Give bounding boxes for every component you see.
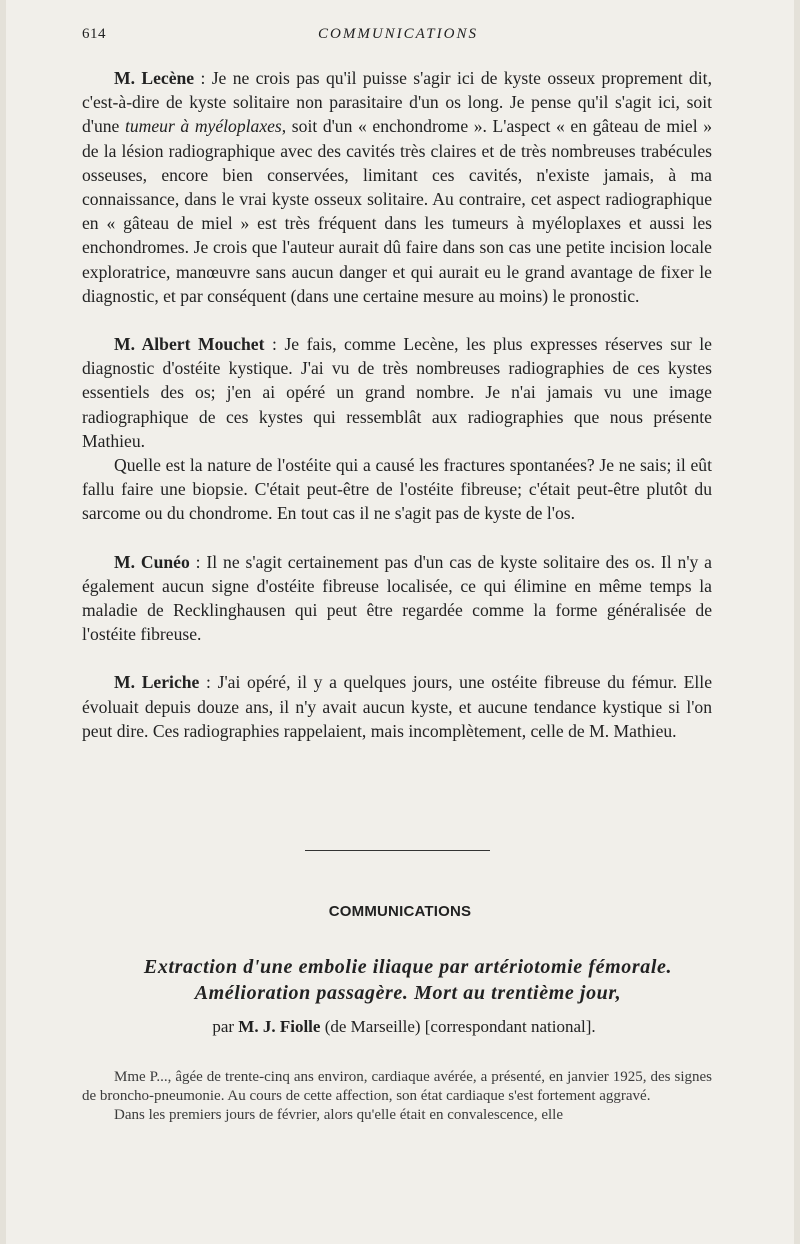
paragraph-lecene — [82, 66, 712, 308]
section-heading: COMMUNICATIONS — [328, 903, 472, 920]
speaker-name: M. Cunéo — [114, 551, 190, 572]
case-paragraph-2: Dans les premiers jours de février, alors qu'elle était en convalescence, elle — [114, 1107, 563, 1123]
paragraph-text: : Je ne crois pas qu'il puisse s'agir ici de kyste osseux proprement dit, c'est-à-dire de kyste solitaire non parasitaire d'un os long. Je pense qu'il s'agit ici, soit d'une — [82, 68, 712, 137]
author-name: M. J. Fiolle — [238, 1017, 321, 1036]
page-edge-right — [794, 0, 800, 1244]
discussion-text — [82, 66, 712, 743]
article-byline — [0, 1017, 800, 1037]
speaker-name: M. Lecène — [114, 68, 195, 88]
paragraph-leriche — [82, 670, 712, 743]
byline-prefix: par — [212, 1017, 239, 1036]
paragraph-mouchet-continued — [82, 453, 712, 526]
paragraph-text: Quelle est la nature de l'ostéite qui a causé les fractures spontanées? Je ne sais; il eût fallu faire une biopsie. C'était peut-être de l'ostéite fibreuse; c'était peut-être plutôt du sarcome ou du chondrome. En tout cas il ne s'agit pas de kyste de l'os. — [82, 455, 712, 524]
page-number: 614 — [82, 26, 106, 42]
paragraph-cuneo — [82, 550, 712, 647]
paragraph-mouchet — [82, 332, 712, 453]
page-header — [82, 26, 714, 50]
speaker-name: M. Leriche — [114, 672, 200, 693]
emphasized-term: tumeur à myéloplaxes — [124, 116, 282, 137]
article-title-line-2: Amélioration passagère. Mort au trentième jour, — [194, 982, 622, 1004]
article-title-line-1: Extraction d'une embolie iliaque par artériotomie fémorale. — [143, 956, 673, 978]
section-divider — [305, 850, 490, 851]
paragraph-text: : Je fais, comme Lecène, les plus expresses réserves sur le diagnostic d'ostéite kystique. J'ai vu de très nombreuses radiographies de ces kystes essentiels des os; j'en ai opéré un grand nombre. Je n'ai jamais vu une image radiographique de ces kystes qui ressemblât aux radiographies que nous présente Mathieu. — [82, 334, 712, 451]
case-report — [82, 1068, 712, 1125]
page-edge-left — [0, 0, 6, 1244]
paragraph-text: , soit d'un « enchondrome ». L'aspect « en gâteau de miel » de la lésion radiographique avec des cavités très claires et de très nombreuses trabécules osseuses, encore bien conservées, limitant ces cavités, n'existe jamais, à ma connaissance, dans le vrai kyste osseux solitaire. Au contraire, cet aspect radiographique en « gâteau de miel » est très fréquent dans les tumeurs à myéloplaxes et aussi les enchondromes. Je crois que l'auteur aurait dû faire dans son cas une petite incision locale exploratrice, manœuvre sans aucun danger et qui aurait eu le grand avantage de fixer le diagnostic, et par conséquent (dans une certaine mesure au moins) le pronostic. — [82, 116, 712, 306]
article-title — [70, 954, 746, 1006]
byline-affiliation: (de Marseille) [correspondant national]. — [320, 1017, 596, 1036]
running-head: COMMUNICATIONS — [318, 26, 478, 42]
paragraph-text: : J'ai opéré, il y a quelques jours, une ostéite fibreuse du fémur. Elle évoluait depuis douze ans, il n'y avait aucun kyste, et aucune tendance kystique si l'on peut dire. Ces radiographies rappelaient, mais incomplètement, celle de M. Mathieu. — [82, 672, 712, 741]
paragraph-text: : Il ne s'agit certainement pas d'un cas de kyste solitaire des os. Il n'y a également aucun signe d'ostéite fibreuse localisée, ce qui élimine en même temps la maladie de Recklinghausen qui peut être regardée comme la forme généralisée de l'ostéite fibreuse. — [82, 551, 712, 645]
case-paragraph-1: Mme P..., âgée de trente-cinq ans environ, cardiaque avérée, a présenté, en janvier 1925, des signes de broncho-pneumonie. Au cours de cette affection, son état cardiaque s'est fortement aggravé. — [82, 1069, 712, 1104]
speaker-name: M. Albert Mouchet — [114, 334, 265, 355]
